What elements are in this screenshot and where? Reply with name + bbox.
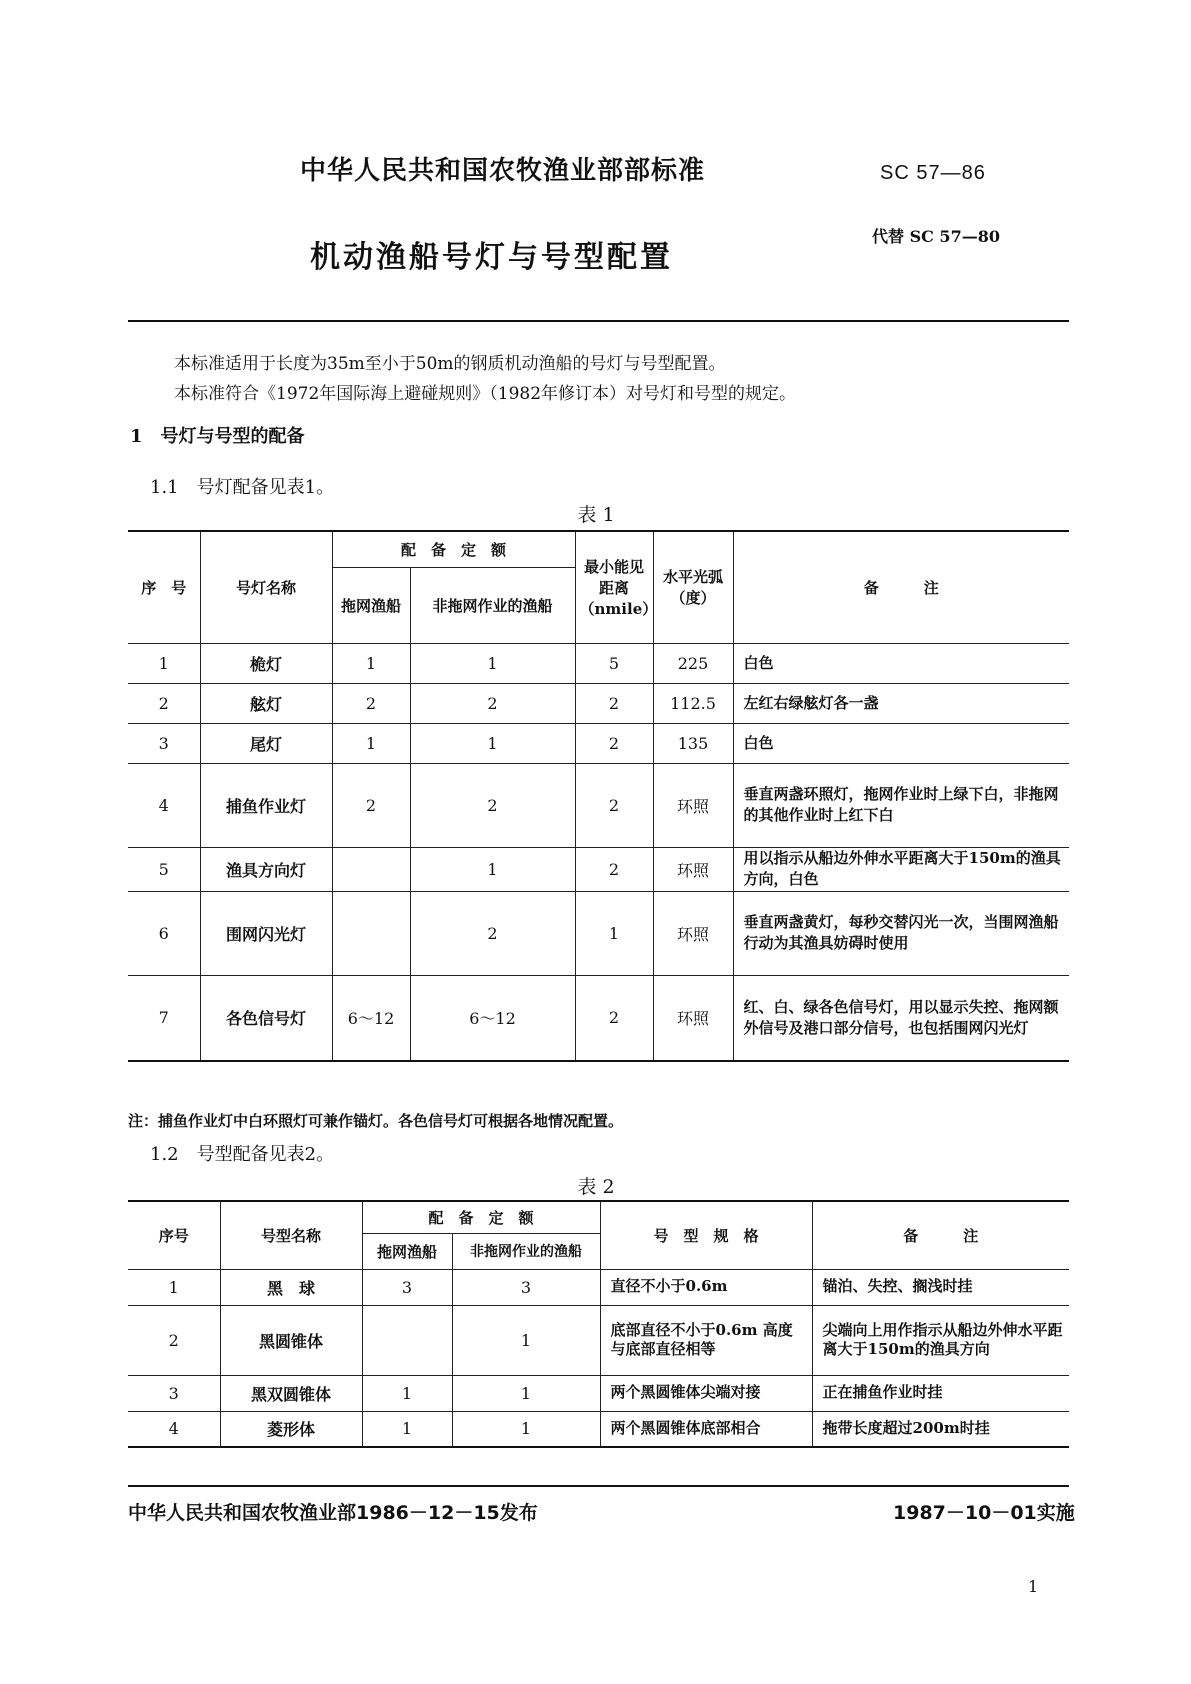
t1-cell-distance: 1 — [575, 891, 653, 975]
document-title: 机动渔船号灯与号型配置 — [310, 240, 673, 275]
t2-cell-trawl — [362, 1305, 452, 1375]
footer-divider — [128, 1485, 1069, 1487]
t1-cell-trawl — [332, 847, 410, 891]
t2-header-spec: 号 型 规 格 — [600, 1201, 812, 1269]
t1-cell-name: 各色信号灯 — [200, 975, 332, 1061]
table-row — [128, 975, 1069, 1061]
table-row — [128, 643, 1069, 683]
t2-cell-trawl: 1 — [362, 1411, 452, 1447]
standard-code: SC 57—86 — [880, 162, 986, 184]
t1-header-remark: 备 注 — [733, 531, 1069, 643]
table-row — [128, 723, 1069, 763]
t1-cell-arc: 环照 — [653, 891, 733, 975]
t2-cell-name: 黑 球 — [220, 1269, 362, 1305]
t1-cell-distance: 2 — [575, 763, 653, 847]
t1-cell-nontrawl: 2 — [410, 763, 575, 847]
t2-cell-spec: 两个黑圆锥体底部相合 — [600, 1411, 812, 1447]
t1-cell-name: 尾灯 — [200, 723, 332, 763]
t1-cell-no: 1 — [128, 643, 200, 683]
intro-paragraph-compliance: 本标准符合《1972年国际海上避碰规则》（1982年修订本）对号灯和号型的规定。 — [174, 384, 797, 404]
t2-header-trawl: 拖网渔船 — [362, 1233, 452, 1269]
header-divider — [128, 320, 1069, 322]
t2-cell-nontrawl: 3 — [452, 1269, 600, 1305]
t1-cell-remark: 垂直两盏黄灯，每秒交替闪光一次，当围网渔船行动为其渔具妨碍时使用 — [733, 891, 1069, 975]
t1-cell-remark: 垂直两盏环照灯，拖网作业时上绿下白，非拖网的其他作业时上红下白 — [733, 763, 1069, 847]
t2-header-remark: 备 注 — [812, 1201, 1069, 1269]
page-number: 1 — [1028, 1577, 1039, 1596]
table2-caption: 表 2 — [577, 1176, 615, 1198]
table-row — [128, 1375, 1069, 1411]
effective-date: 1987－10－01实施 — [893, 1502, 1075, 1524]
t1-cell-nontrawl: 2 — [410, 683, 575, 723]
table-row — [128, 1411, 1069, 1447]
t2-cell-nontrawl: 1 — [452, 1411, 600, 1447]
t1-cell-nontrawl: 6～12 — [410, 975, 575, 1061]
table-row — [128, 891, 1069, 975]
t1-cell-trawl: 6～12 — [332, 975, 410, 1061]
t1-cell-trawl: 1 — [332, 723, 410, 763]
t1-cell-distance: 2 — [575, 975, 653, 1061]
table1-caption: 表 1 — [577, 504, 615, 526]
t1-cell-no: 2 — [128, 683, 200, 723]
t1-header-trawl: 拖网渔船 — [332, 567, 410, 643]
t1-cell-trawl: 2 — [332, 683, 410, 723]
t2-cell-nontrawl: 1 — [452, 1375, 600, 1411]
t2-cell-trawl: 1 — [362, 1375, 452, 1411]
t1-cell-name: 舷灯 — [200, 683, 332, 723]
t1-cell-nontrawl: 1 — [410, 847, 575, 891]
t2-cell-spec: 两个黑圆锥体尖端对接 — [600, 1375, 812, 1411]
t1-header-name: 号灯名称 — [200, 531, 332, 643]
section-heading: 1 号灯与号型的配备 — [130, 426, 305, 447]
t2-cell-name: 黑双圆锥体 — [220, 1375, 362, 1411]
subsection-1-1: 1.1 号灯配备见表1。 — [150, 477, 335, 498]
t1-cell-arc: 环照 — [653, 975, 733, 1061]
t2-cell-remark: 锚泊、失控、搁浅时挂 — [812, 1269, 1069, 1305]
issue-date: 中华人民共和国农牧渔业部1986－12－15发布 — [128, 1502, 538, 1524]
t2-cell-spec: 直径不小于0.6m — [600, 1269, 812, 1305]
t2-cell-no: 2 — [128, 1305, 220, 1375]
t2-cell-no: 3 — [128, 1375, 220, 1411]
intro-paragraph-scope: 本标准适用于长度为35m至小于50m的钢质机动渔船的号灯与号型配置。 — [174, 354, 726, 374]
table-row — [128, 763, 1069, 847]
t2-cell-no: 1 — [128, 1269, 220, 1305]
t1-cell-name: 渔具方向灯 — [200, 847, 332, 891]
subsection-1-2: 1.2 号型配备见表2。 — [150, 1144, 335, 1165]
t1-cell-nontrawl: 1 — [410, 723, 575, 763]
t1-cell-nontrawl: 1 — [410, 643, 575, 683]
t1-cell-trawl: 1 — [332, 643, 410, 683]
t1-cell-arc: 135 — [653, 723, 733, 763]
t1-cell-no: 6 — [128, 891, 200, 975]
signal-lights-table — [128, 530, 1069, 1062]
issuing-organization: 中华人民共和国农牧渔业部部标准 — [300, 156, 706, 186]
t1-cell-name: 捕鱼作业灯 — [200, 763, 332, 847]
t2-cell-name: 菱形体 — [220, 1411, 362, 1447]
t1-cell-no: 4 — [128, 763, 200, 847]
day-shapes-table — [128, 1200, 1069, 1448]
t1-cell-remark: 左红右绿舷灯各一盏 — [733, 683, 1069, 723]
t1-cell-distance: 2 — [575, 847, 653, 891]
t2-cell-remark: 正在捕鱼作业时挂 — [812, 1375, 1069, 1411]
table1-note: 注：捕鱼作业灯中白环照灯可兼作锚灯。各色信号灯可根据各地情况配置。 — [128, 1112, 624, 1130]
t1-cell-remark: 白色 — [733, 723, 1069, 763]
t1-cell-remark: 红、白、绿各色信号灯，用以显示失控、拖网额外信号及港口部分信号，也包括围网闪光灯 — [733, 975, 1069, 1061]
t1-cell-arc: 环照 — [653, 763, 733, 847]
t1-header-nontrawl: 非拖网作业的渔船 — [410, 567, 575, 643]
t1-header-arc: 水平光弧（度） — [653, 531, 733, 643]
t1-cell-no: 3 — [128, 723, 200, 763]
table-row — [128, 1305, 1069, 1375]
t2-header-name: 号型名称 — [220, 1201, 362, 1269]
t1-cell-nontrawl: 2 — [410, 891, 575, 975]
t1-cell-distance: 2 — [575, 683, 653, 723]
t1-cell-no: 7 — [128, 975, 200, 1061]
t2-cell-nontrawl: 1 — [452, 1305, 600, 1375]
t1-cell-remark: 用以指示从船边外伸水平距离大于150m的渔具方向，白色 — [733, 847, 1069, 891]
t2-header-nontrawl: 非拖网作业的渔船 — [452, 1233, 600, 1269]
t1-header-distance: 最小能见距离（nmile） — [575, 531, 653, 643]
t2-cell-trawl: 3 — [362, 1269, 452, 1305]
t1-cell-arc: 112.5 — [653, 683, 733, 723]
table-row — [128, 1269, 1069, 1305]
t2-header-quota: 配 备 定 额 — [362, 1201, 600, 1233]
t2-header-no: 序号 — [128, 1201, 220, 1269]
t1-cell-distance: 5 — [575, 643, 653, 683]
t1-cell-no: 5 — [128, 847, 200, 891]
t2-cell-remark: 拖带长度超过200m时挂 — [812, 1411, 1069, 1447]
replaces-standard: 代替 SC 57—80 — [872, 227, 1000, 246]
t1-cell-trawl: 2 — [332, 763, 410, 847]
table-row — [128, 683, 1069, 723]
t1-cell-arc: 环照 — [653, 847, 733, 891]
t1-cell-name: 围网闪光灯 — [200, 891, 332, 975]
table-row — [128, 847, 1069, 891]
t1-cell-name: 桅灯 — [200, 643, 332, 683]
t1-cell-trawl — [332, 891, 410, 975]
t1-cell-arc: 225 — [653, 643, 733, 683]
t2-cell-spec: 底部直径不小于0.6m 高度与底部直径相等 — [600, 1305, 812, 1375]
t1-header-no: 序 号 — [128, 531, 200, 643]
t1-cell-remark: 白色 — [733, 643, 1069, 683]
t2-cell-remark: 尖端向上用作指示从船边外伸水平距离大于150m的渔具方向 — [812, 1305, 1069, 1375]
t2-cell-no: 4 — [128, 1411, 220, 1447]
t2-cell-name: 黑圆锥体 — [220, 1305, 362, 1375]
t1-header-quota: 配 备 定 额 — [332, 531, 575, 567]
t1-cell-distance: 2 — [575, 723, 653, 763]
